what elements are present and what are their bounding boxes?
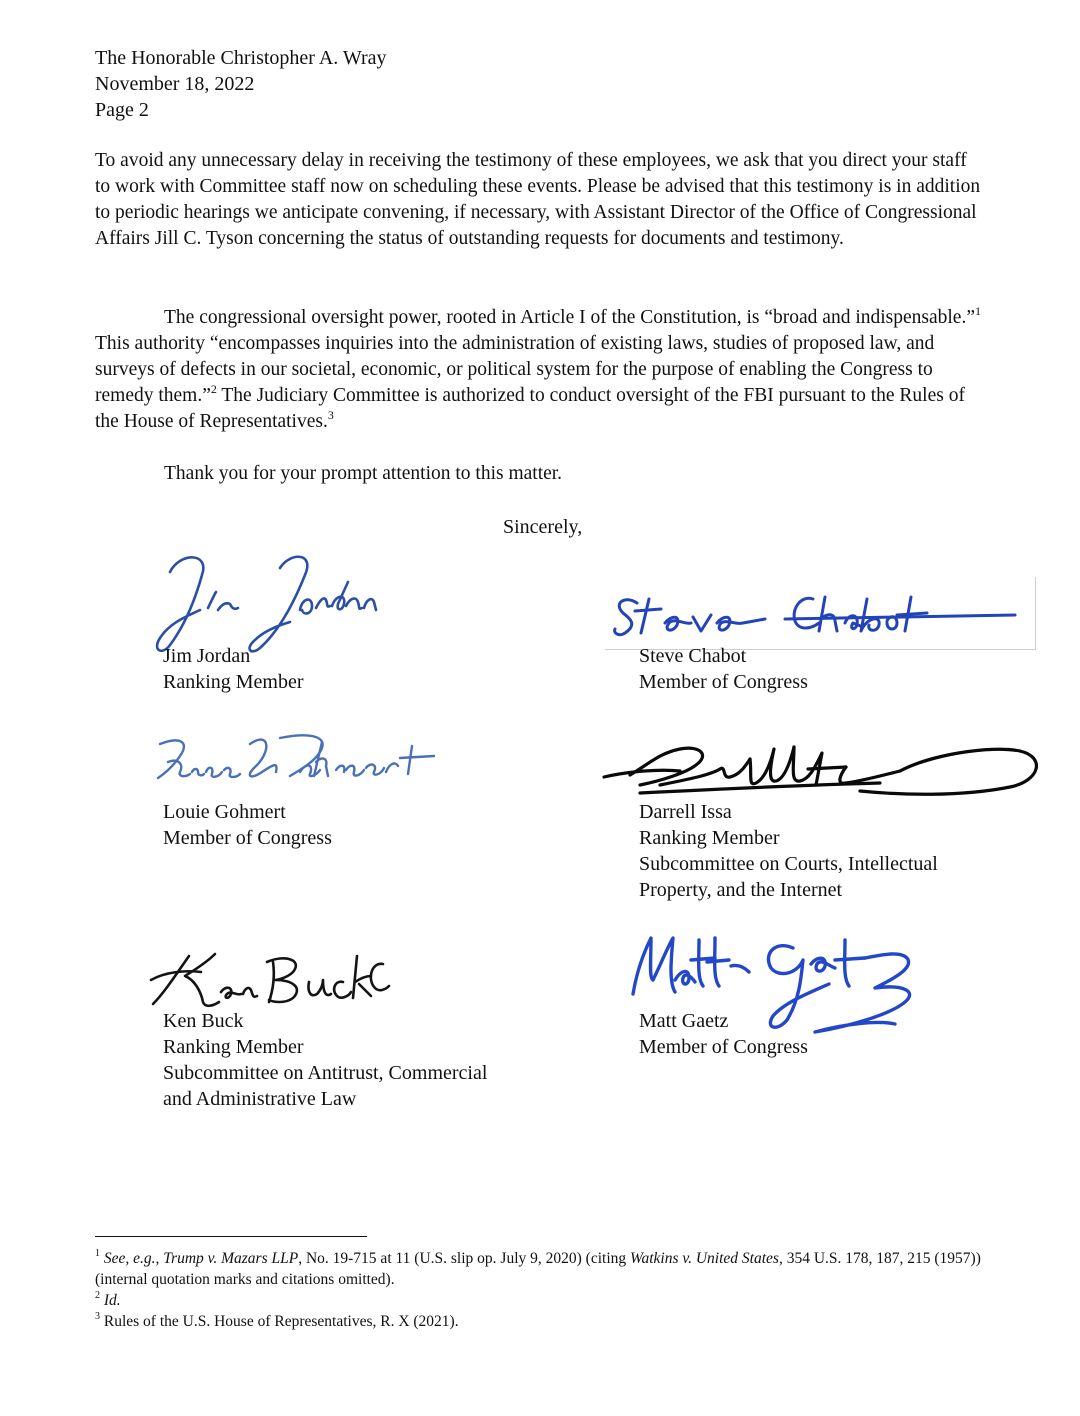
signatory-block-gaetz [639, 1008, 808, 1060]
footnote-number: 2 [95, 1289, 100, 1301]
signatory-block-buck [163, 1008, 487, 1112]
signatory-title: Property, and the Internet [639, 879, 843, 901]
page-number: Page 2 [95, 99, 149, 121]
footnote-case-name: Trump v. Mazars LLP [163, 1250, 299, 1267]
footnote-number: 3 [95, 1310, 100, 1322]
footnote-signal: See, e.g. [103, 1250, 156, 1267]
footnote-1 [95, 1248, 995, 1290]
footnote-ref-3[interactable]: 3 [327, 407, 334, 422]
signatory-title: Ranking Member [163, 671, 304, 693]
footnote-3 [95, 1311, 995, 1332]
footnote-text: , No. 19-715 at 11 (U.S. slip op. July 9, 2020) (citing [298, 1250, 630, 1267]
signature-louie-gohmert [150, 722, 440, 802]
signatory-title: and Administrative Law [163, 1088, 357, 1110]
footnote-ref-1[interactable]: 1 [975, 303, 981, 318]
closing: Sincerely, [503, 516, 583, 538]
footnote-text: Rules of the U.S. House of Representatives, R. X (2021). [103, 1313, 459, 1330]
signatory-title: Subcommittee on Courts, Intellectual [639, 853, 938, 875]
signatory-name: Matt Gaetz [639, 1010, 729, 1032]
paragraph-2-text [95, 305, 985, 435]
footnote-punct: , [155, 1250, 164, 1267]
footnote-ref-2[interactable]: 2 [210, 381, 217, 396]
signatory-title: Member of Congress [639, 1036, 808, 1058]
signatory-block-chabot [639, 643, 808, 695]
footnote-2 [95, 1290, 995, 1311]
addressee: The Honorable Christopher A. Wray [95, 47, 387, 69]
paragraph-2-part-a: The congressional oversight power, rooted in Article I of the Constitution, is “broad and indispensable.” [164, 307, 975, 328]
signatory-title: Subcommittee on Antitrust, Commercial [163, 1062, 488, 1084]
signatory-block-gohmert [163, 799, 332, 851]
signatory-block-jordan [163, 643, 304, 695]
signatory-title: Ranking Member [639, 827, 780, 849]
signatory-title: Member of Congress [639, 671, 808, 693]
paragraph-3-text: Thank you for your prompt attention to this matter. [164, 463, 563, 484]
signatory-name: Steve Chabot [639, 645, 747, 667]
signatory-title: Member of Congress [163, 827, 332, 849]
footnotes [95, 1248, 995, 1332]
signature-steve-chabot [605, 585, 1025, 645]
paragraph-2-part-c: The Judiciary Committee is authorized to conduct oversight of the FBI pursuant to the Rules of the House of Representatives. [95, 385, 965, 432]
paragraph-1 [95, 148, 985, 252]
signatory-title: Ranking Member [163, 1036, 304, 1058]
signatory-name: Louie Gohmert [163, 801, 286, 823]
footnote-case-name-2: Watkins v. United States [630, 1250, 779, 1267]
signatory-name: Ken Buck [163, 1010, 244, 1032]
paragraph-3 [95, 461, 985, 487]
footnote-text-end: , 354 U.S. 178, 187, 215 (1957)) (internal quotation marks and citations omitted). [95, 1250, 981, 1288]
footnote-text: Id. [103, 1292, 121, 1309]
footnote-divider [95, 1236, 367, 1237]
signatory-block-issa [639, 799, 938, 903]
paragraph-2-part-b: This authority “encompasses inquiries into the administration of existing laws, studies of proposed law, and surveys of defects in our societal, economic, or political system for the purpose of enabling the Congress to remedy them.” [95, 333, 935, 406]
letter-date: November 18, 2022 [95, 73, 255, 95]
signatory-name: Jim Jordan [163, 645, 251, 667]
footnote-number: 1 [95, 1247, 100, 1259]
paragraph-1-text: To avoid any unnecessary delay in receiving the testimony of these employees, we ask that you direct your staff to work with Committee staff now on scheduling these events. Please be advised that this testimony is in addition to periodic hearings we anticipate convening, if necessary, with Assistant Director of the Office of Congressional Affairs Jill C. Tyson concerning the status of outstanding requests for documents and testimony. [95, 150, 981, 249]
signatory-name: Darrell Issa [639, 801, 732, 823]
paragraph-2 [95, 305, 985, 435]
